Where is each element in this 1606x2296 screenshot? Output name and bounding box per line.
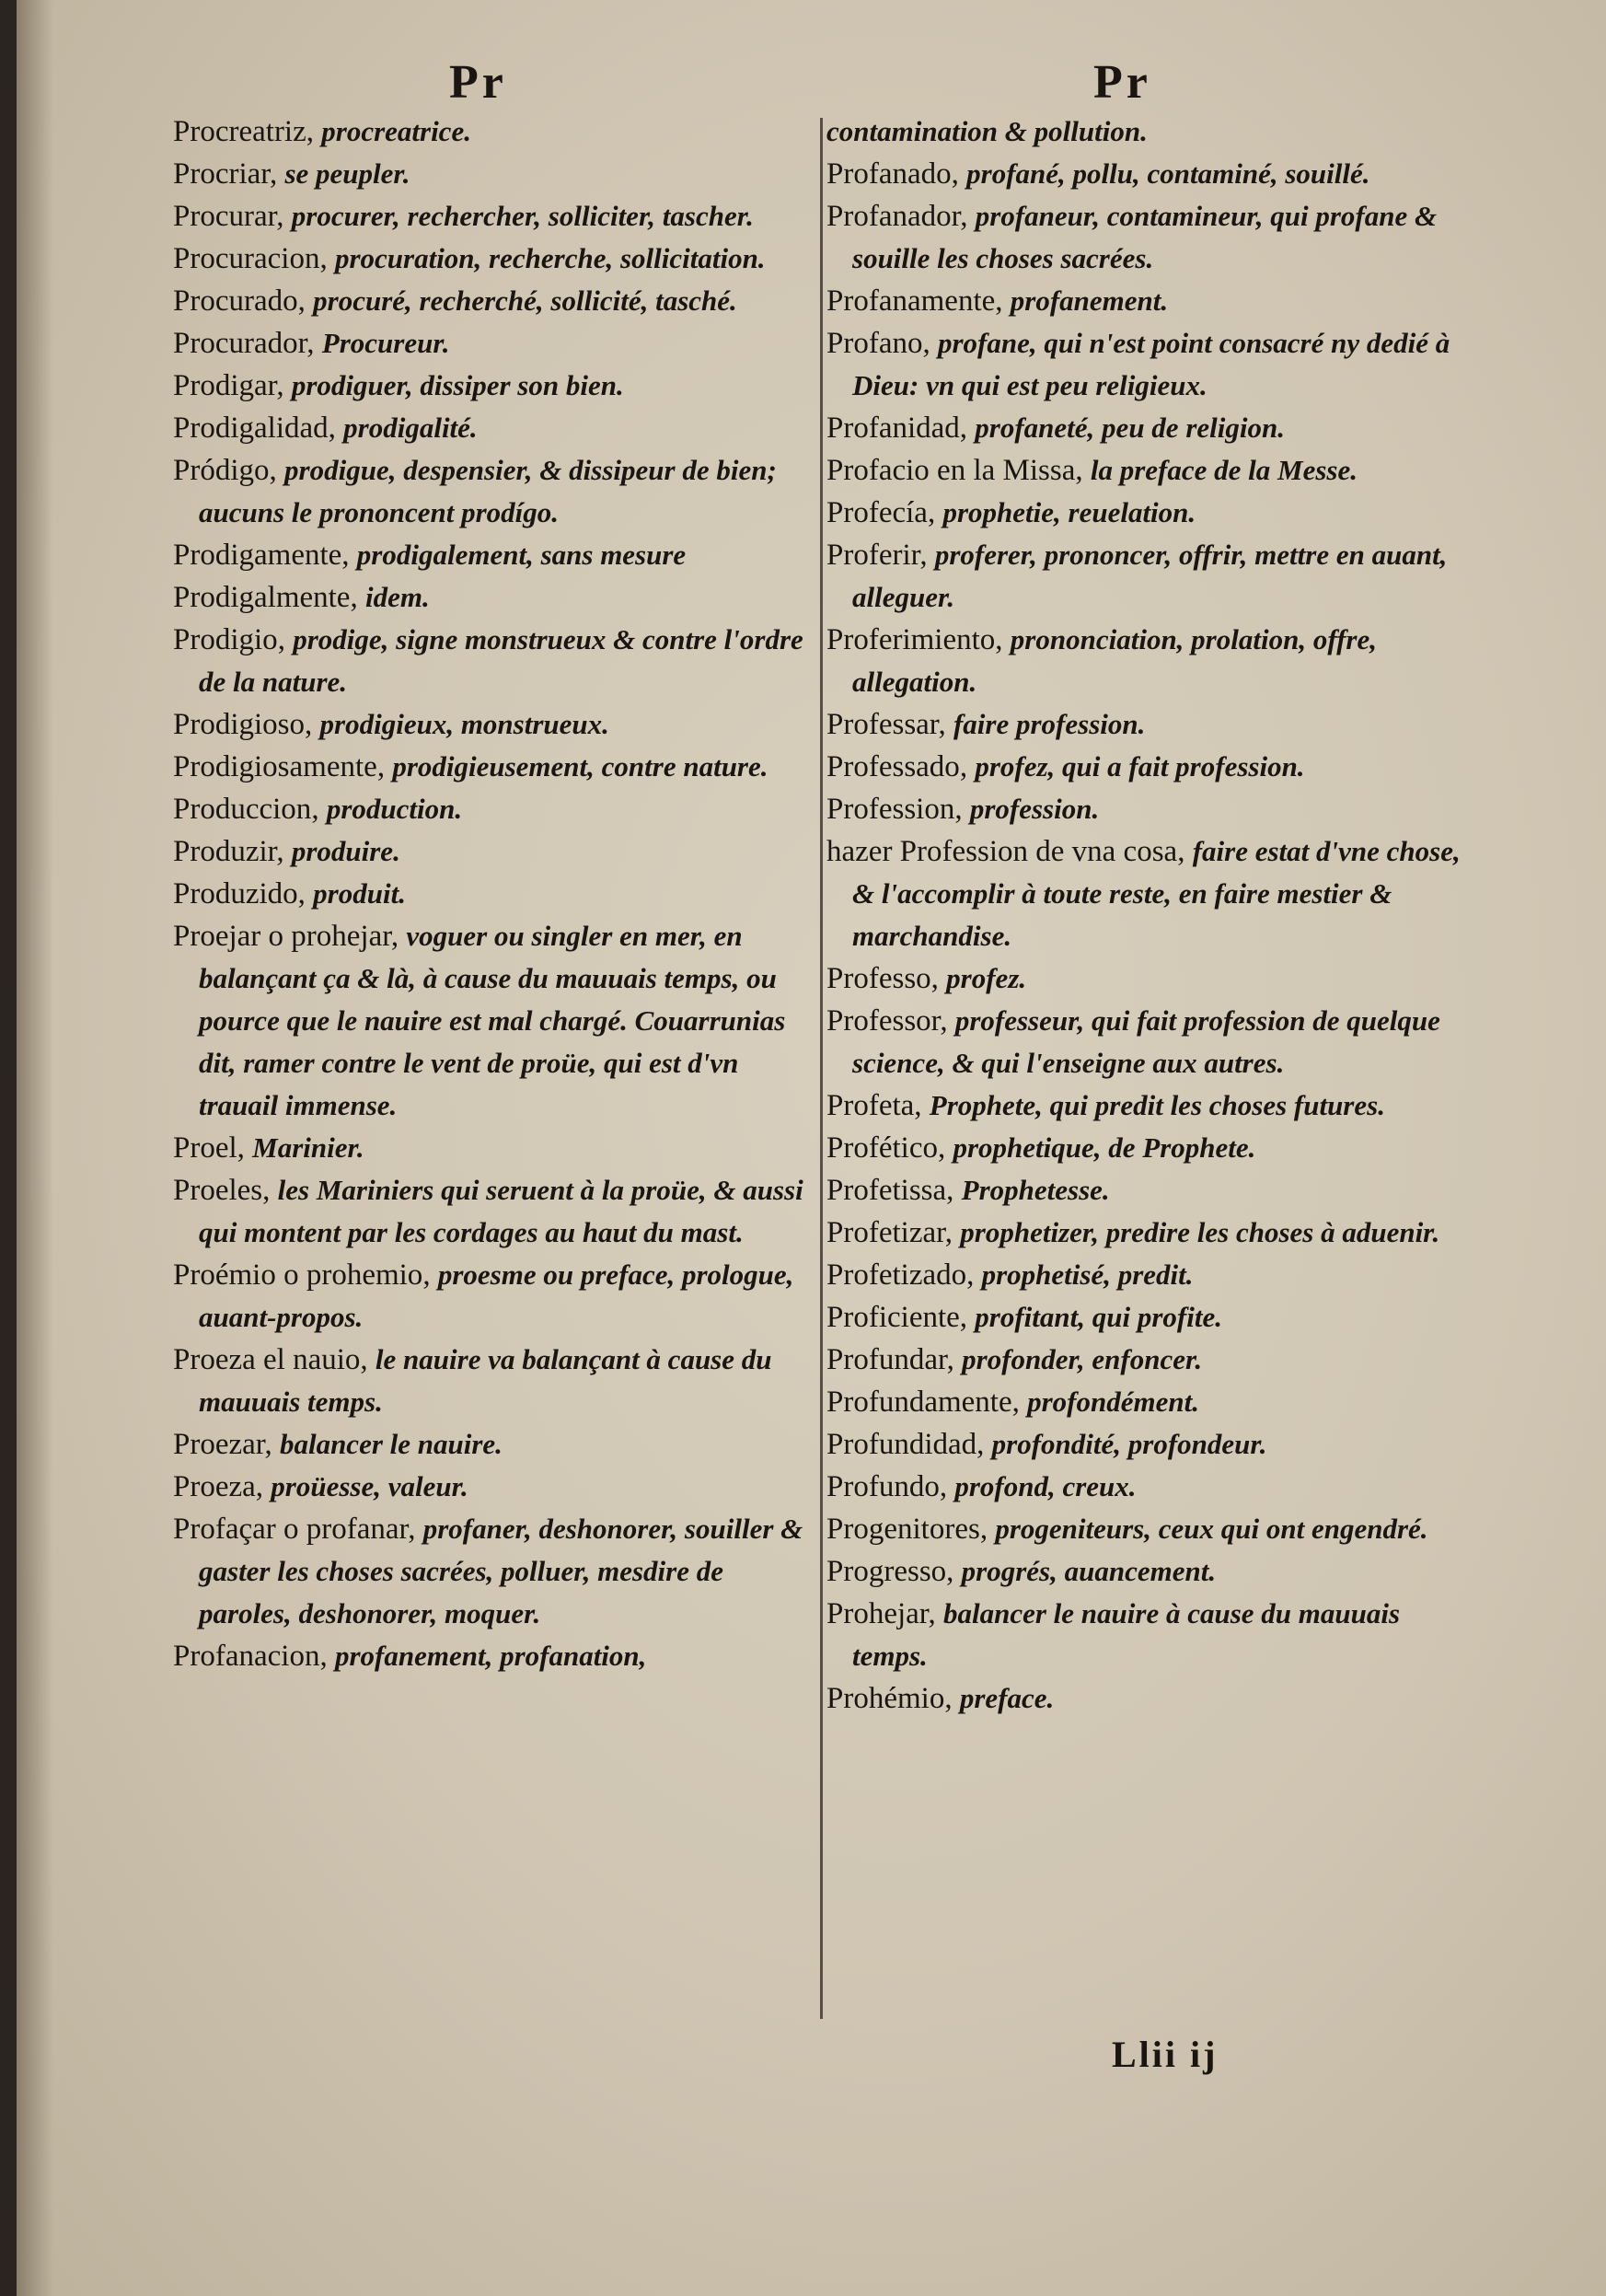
translation: profanement. bbox=[1010, 284, 1169, 317]
headword: Professado bbox=[826, 750, 960, 783]
headword: Procuracion bbox=[173, 242, 320, 275]
dictionary-entry: Proferimiento, prononciation, prolation, offre, allegation. bbox=[826, 623, 1377, 698]
headword: Professar bbox=[826, 708, 939, 741]
translation: progeniteurs, ceux qui ont engendré. bbox=[995, 1513, 1428, 1545]
dictionary-entry: Profanador, profaneur, contamineur, qui profane & souille les choses sacrées. bbox=[826, 200, 1438, 274]
dictionary-entry: Profession, profession. bbox=[826, 793, 1100, 826]
headword: Profanidad bbox=[826, 412, 960, 445]
dictionary-entry: Professar, faire profession. bbox=[826, 708, 1146, 741]
translation: les Mariniers qui seruent à la proüe, & aussi qui montent par les cordages au haut du mast. bbox=[199, 1174, 803, 1248]
translation: prodigalement, sans mesure bbox=[356, 539, 687, 571]
dictionary-entry: Produzido, produit. bbox=[173, 877, 406, 910]
headword: Pródigo bbox=[173, 454, 270, 487]
headword: Profanacion bbox=[173, 1640, 320, 1673]
headword: Profaçar o profanar bbox=[173, 1513, 409, 1546]
dictionary-entry: Prodigiosamente, prodigieusement, contre nature. bbox=[173, 750, 768, 783]
headword: Proferimiento bbox=[826, 623, 996, 656]
translation: proesme ou preface, prologue, auant-propos. bbox=[199, 1258, 794, 1333]
translation: faire profession. bbox=[953, 708, 1146, 740]
headword: Prodigiosamente bbox=[173, 750, 377, 783]
translation: faire estat d'vne chose, & l'accomplir à toute reste, en faire mestier & marchandise. bbox=[852, 835, 1461, 952]
dictionary-entry: Proejar o prohejar, voguer ou singler en mer, en balançant ça & là, à cause du mauuais temps, ou pource que le nauire est mal chargé. Couarrunias dit, ramer contre le vent de proüe, qui est d'vn trauail immense. bbox=[173, 920, 786, 1121]
dictionary-entry: Produzir, produire. bbox=[173, 835, 400, 868]
headword: Proficiente bbox=[826, 1301, 960, 1334]
headword: Proezar bbox=[173, 1428, 265, 1461]
headword: Profético bbox=[826, 1131, 938, 1165]
translation: proferer, prononcer, offrir, mettre en auant, alleguer. bbox=[852, 539, 1448, 613]
translation: profond, creux. bbox=[954, 1470, 1137, 1502]
headword: Progenitores bbox=[826, 1513, 980, 1546]
translation: procurer, rechercher, solliciter, tascher. bbox=[291, 200, 754, 232]
headword: Profession bbox=[826, 793, 955, 826]
dictionary-entry: Proferir, proferer, prononcer, offrir, mettre en auant, alleguer. bbox=[826, 539, 1448, 613]
dictionary-entry: Progenitores, progeniteurs, ceux qui ont engendré. bbox=[826, 1513, 1428, 1546]
dictionary-entry: Profanacion, profanement, profanation, bbox=[173, 1640, 647, 1673]
translation: profaneur, contamineur, qui profane & souille les choses sacrées. bbox=[852, 200, 1438, 274]
translation: prodigalité. bbox=[343, 412, 478, 444]
dictionary-entry: Prodigalmente, idem. bbox=[173, 581, 430, 614]
headword: Profanamente bbox=[826, 284, 996, 318]
headword: Prodigio bbox=[173, 623, 278, 656]
headword: Proel bbox=[173, 1131, 237, 1165]
dictionary-entry: Profetizado, prophetisé, predit. bbox=[826, 1258, 1194, 1292]
dictionary-entry: Proeles, les Mariniers qui seruent à la proüe, & aussi qui montent par les cordages au haut du mast. bbox=[173, 1174, 803, 1248]
headword: Produzido bbox=[173, 877, 298, 910]
translation: procreatrice. bbox=[321, 115, 471, 147]
dictionary-entry: Prodigalidad, prodigalité. bbox=[173, 412, 478, 445]
dictionary-entry: Proémio o prohemio, proesme ou preface, prologue, auant-propos. bbox=[173, 1258, 794, 1333]
headword: Procurar bbox=[173, 200, 277, 233]
translation: profondité, profondeur. bbox=[991, 1428, 1267, 1460]
headword: Proejar o prohejar bbox=[173, 920, 391, 953]
headword: Professo bbox=[826, 962, 931, 995]
running-header-left: Pr bbox=[449, 56, 507, 109]
headword: Profetizar bbox=[826, 1216, 945, 1249]
translation: profez. bbox=[946, 962, 1027, 994]
signature-mark: Llii ij bbox=[1112, 2034, 1219, 2075]
translation: profane, qui n'est point consacré ny dedié à Dieu: vn qui est peu religieux. bbox=[852, 327, 1450, 401]
translation: profané, pollu, contaminé, souillé. bbox=[966, 157, 1370, 190]
headword: Prodigalmente bbox=[173, 581, 351, 614]
translation: prodigue, despensier, & dissipeur de bien; aucuns le prononcent prodígo. bbox=[199, 454, 777, 528]
dictionary-entry: Procurado, procuré, recherché, sollicité, tasché. bbox=[173, 284, 737, 318]
dictionary-entry: Procurar, procurer, rechercher, solliciter, tascher. bbox=[173, 200, 754, 233]
dictionary-entry: Prodigio, prodige, signe monstrueux & contre l'ordre de la nature. bbox=[173, 623, 803, 698]
headword: hazer Profession de vna cosa bbox=[826, 835, 1178, 868]
dictionary-entry: Proeza el nauio, le nauire va balançant à cause du mauuais temps. bbox=[173, 1343, 772, 1418]
translation: le nauire va balançant à cause du mauuais temps. bbox=[199, 1343, 772, 1418]
headword: Proeles bbox=[173, 1174, 263, 1207]
dictionary-entry: Prohejar, balancer le nauire à cause du mauuais temps. bbox=[826, 1597, 1401, 1672]
dictionary-entry: Profacio en la Missa, la preface de la Messe. bbox=[826, 454, 1358, 487]
headword: Profanador bbox=[826, 200, 961, 233]
headword: Procurado bbox=[173, 284, 298, 318]
headword: Proeza el nauio bbox=[173, 1343, 361, 1376]
headword: Profano bbox=[826, 327, 923, 360]
headword: Profetizado bbox=[826, 1258, 967, 1292]
headword: Professor bbox=[826, 1004, 941, 1038]
translation: profaner, deshonorer, souiller & gaster les choses sacrées, polluer, mesdire de paroles, deshonorer, moquer. bbox=[199, 1513, 803, 1629]
headword: Progresso bbox=[826, 1555, 947, 1588]
dictionary-entry: Professado, profez, qui a fait profession. bbox=[826, 750, 1305, 783]
headword: Profundo bbox=[826, 1470, 940, 1503]
headword: Prodigalidad bbox=[173, 412, 329, 445]
translation: profez, qui a fait profession. bbox=[975, 750, 1305, 783]
translation: se peupler. bbox=[284, 157, 410, 190]
dictionary-entry: Proezar, balancer le nauire. bbox=[173, 1428, 503, 1461]
dictionary-entry: Professo, profez. bbox=[826, 962, 1027, 995]
dictionary-entry: Prohémio, preface. bbox=[826, 1682, 1055, 1715]
headword: Procreatriz bbox=[173, 115, 306, 148]
headword: Prodigioso bbox=[173, 708, 306, 741]
translation: idem. bbox=[364, 581, 430, 613]
headword: Procriar bbox=[173, 157, 270, 191]
dictionary-entry: Procurador, Procureur. bbox=[173, 327, 450, 360]
headword: Prohémio bbox=[826, 1682, 945, 1715]
dictionary-entry: Prodigar, prodiguer, dissiper son bien. bbox=[173, 369, 624, 402]
headword: Profacio en la Missa bbox=[826, 454, 1076, 487]
dictionary-entry: hazer Profession de vna cosa, faire estat d'vne chose, & l'accomplir à toute reste, en faire mestier & marchandise. bbox=[826, 835, 1461, 952]
translation: prophetie, reuelation. bbox=[942, 496, 1196, 528]
translation: prophetique, de Prophete. bbox=[953, 1131, 1256, 1164]
translation: production. bbox=[326, 793, 463, 825]
headword: Proémio o prohemio bbox=[173, 1258, 423, 1292]
dictionary-entry: Prodigamente, prodigalement, sans mesure bbox=[173, 539, 687, 572]
headword: Produzir bbox=[173, 835, 277, 868]
headword: Profanado bbox=[826, 157, 952, 191]
dictionary-entry: Procriar, se peupler. bbox=[173, 157, 410, 191]
translation: prodigieusement, contre nature. bbox=[392, 750, 768, 783]
dictionary-entry: Proficiente, profitant, qui profite. bbox=[826, 1301, 1222, 1334]
translation: Procureur. bbox=[321, 327, 450, 359]
translation: procuration, recherche, sollicitation. bbox=[334, 242, 766, 274]
headword: Proferir bbox=[826, 539, 920, 572]
dictionary-entry: Profanamente, profanement. bbox=[826, 284, 1169, 318]
dictionary-entry: Profanidad, profaneté, peu de religion. bbox=[826, 412, 1285, 445]
translation: procuré, recherché, sollicité, tasché. bbox=[313, 284, 737, 317]
page-spine-shadow bbox=[17, 0, 53, 2296]
dictionary-entry: Professor, professeur, qui fait profession de quelque science, & qui l'enseigne aux autres. bbox=[826, 1004, 1440, 1079]
translation: preface. bbox=[959, 1682, 1055, 1714]
dictionary-entry: Produccion, production. bbox=[173, 793, 463, 826]
headword: Profecía bbox=[826, 496, 928, 529]
dictionary-entry: Progresso, progrés, auancement. bbox=[826, 1555, 1217, 1588]
translation: produit. bbox=[313, 877, 406, 910]
translation: profanement, profanation, bbox=[334, 1640, 647, 1672]
dictionary-entry: Profundar, profonder, enfoncer. bbox=[826, 1343, 1203, 1376]
headword: Profundidad bbox=[826, 1428, 977, 1461]
right-column bbox=[826, 110, 1471, 1720]
headword: Profeta bbox=[826, 1089, 915, 1122]
translation: prophetizer, predire les choses à aduenir. bbox=[960, 1216, 1440, 1248]
translation: produire. bbox=[291, 835, 400, 867]
dictionary-entry: Profundo, profond, creux. bbox=[826, 1470, 1137, 1503]
translation: profitant, qui profite. bbox=[975, 1301, 1222, 1333]
dictionary-entry: Prodigioso, prodigieux, monstrueux. bbox=[173, 708, 609, 741]
dictionary-entry: Profetizar, prophetizer, predire les choses à aduenir. bbox=[826, 1216, 1440, 1249]
dictionary-entry: Pródigo, prodigue, despensier, & dissipeur de bien; aucuns le prononcent prodígo. bbox=[173, 454, 777, 528]
headword: Prodigar bbox=[173, 369, 277, 402]
translation: professeur, qui fait profession de quelque science, & qui l'enseigne aux autres. bbox=[852, 1004, 1440, 1079]
translation: la preface de la Messe. bbox=[1090, 454, 1358, 486]
dictionary-entry: Procreatriz, procreatrice. bbox=[173, 115, 471, 148]
translation: voguer ou singler en mer, en balançant ça & là, à cause du mauuais temps, ou pource que le nauire est mal chargé. Couarrunias dit, ramer contre le vent de proüe, qui est d'vn trauail immense. bbox=[199, 920, 786, 1121]
translation: prophetisé, predit. bbox=[981, 1258, 1194, 1291]
translation: Prophetesse. bbox=[961, 1174, 1110, 1206]
column-divider bbox=[820, 118, 823, 2019]
dictionary-entry: Procuracion, procuration, recherche, sollicitation. bbox=[173, 242, 766, 275]
book-page bbox=[17, 0, 1606, 2296]
dictionary-entry: Profano, profane, qui n'est point consacré ny dedié à Dieu: vn qui est peu religieux. bbox=[826, 327, 1450, 401]
translation: balancer le nauire. bbox=[279, 1428, 503, 1460]
dictionary-entry bbox=[826, 110, 1471, 153]
translation: progrés, auancement. bbox=[961, 1555, 1217, 1587]
running-header-right: Pr bbox=[1093, 56, 1151, 109]
translation: profaneté, peu de religion. bbox=[975, 412, 1285, 444]
left-column bbox=[173, 110, 813, 1677]
headword: Produccion bbox=[173, 793, 312, 826]
dictionary-entry: Profundidad, profondité, profondeur. bbox=[826, 1428, 1267, 1461]
translation: prodige, signe monstrueux & contre l'ordre de la nature. bbox=[199, 623, 803, 698]
headword: Proeza bbox=[173, 1470, 256, 1503]
dictionary-entry: Profaçar o profanar, profaner, deshonorer, souiller & gaster les choses sacrées, polluer, mesdire de paroles, deshonorer, moquer. bbox=[173, 1513, 803, 1629]
dictionary-entry: Proeza, proüesse, valeur. bbox=[173, 1470, 468, 1503]
translation: prodigieux, monstrueux. bbox=[319, 708, 609, 740]
headword: Profetissa bbox=[826, 1174, 947, 1207]
dictionary-entry: Profeta, Prophete, qui predit les choses futures. bbox=[826, 1089, 1385, 1122]
headword: Prodigamente bbox=[173, 539, 342, 572]
headword: Profundar bbox=[826, 1343, 947, 1376]
translation: profession. bbox=[969, 793, 1100, 825]
translation: contamination & pollution. bbox=[826, 115, 1148, 147]
headword: Profundamente bbox=[826, 1386, 1012, 1419]
dictionary-entry: Profecía, prophetie, reuelation. bbox=[826, 496, 1196, 529]
dictionary-entry: Profetissa, Prophetesse. bbox=[826, 1174, 1110, 1207]
translation: profondément. bbox=[1027, 1386, 1199, 1418]
dictionary-entry: Profundamente, profondément. bbox=[826, 1386, 1199, 1419]
translation: profonder, enfoncer. bbox=[962, 1343, 1203, 1375]
dictionary-entry: Profanado, profané, pollu, contaminé, souillé. bbox=[826, 157, 1370, 191]
translation: prodiguer, dissiper son bien. bbox=[291, 369, 624, 401]
translation: balancer le nauire à cause du mauuais temps. bbox=[852, 1597, 1401, 1672]
translation: Prophete, qui predit les choses futures. bbox=[929, 1089, 1385, 1121]
headword: Procurador bbox=[173, 327, 307, 360]
translation: proüesse, valeur. bbox=[271, 1470, 468, 1502]
headword: Prohejar bbox=[826, 1597, 929, 1630]
translation: Marinier. bbox=[252, 1131, 364, 1164]
dictionary-entry: Profético, prophetique, de Prophete. bbox=[826, 1131, 1256, 1165]
dictionary-entry: Proel, Marinier. bbox=[173, 1131, 364, 1165]
translation: prononciation, prolation, offre, allegation. bbox=[852, 623, 1377, 698]
